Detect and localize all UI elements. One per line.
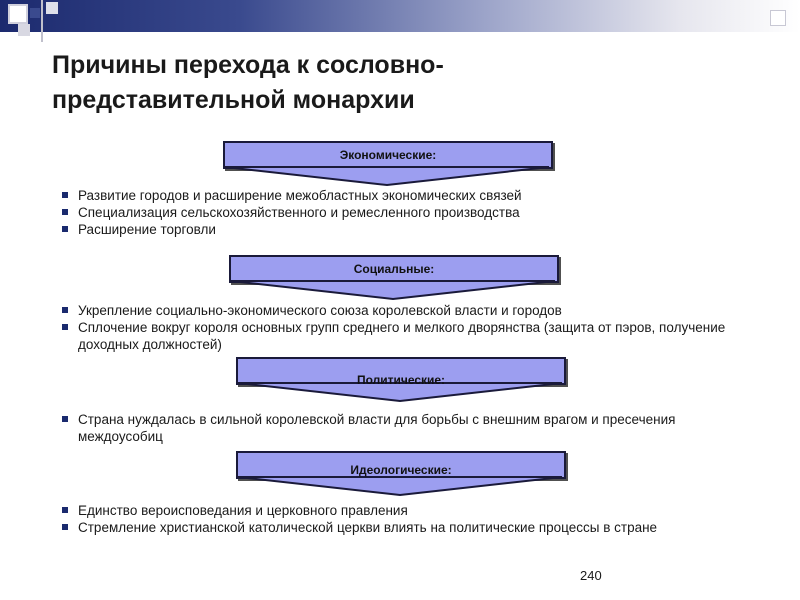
- slide-title: [52, 48, 772, 118]
- section-label-political: Политические:: [356, 373, 446, 387]
- decorative-square: [770, 10, 786, 26]
- list-item: Специализация сельскохозяйственного и ремесленного производства: [62, 204, 722, 221]
- bullet-list-social: [62, 302, 752, 353]
- bullet-list-political: [62, 411, 702, 445]
- decorative-line: [41, 0, 43, 42]
- decorative-square: [46, 2, 58, 14]
- section-arrow-ideological: [236, 475, 566, 497]
- section-label-economic: Экономические:: [339, 148, 437, 162]
- decorative-square: [8, 4, 28, 24]
- section-arrow-social: [229, 279, 559, 301]
- title-line-1: Причины перехода к сословно-: [52, 51, 444, 79]
- list-item: Сплочение вокруг короля основных групп среднего и мелкого дворянства (защита от пэров, получение доходных должностей): [62, 319, 752, 353]
- section-label-ideological: Идеологические:: [350, 463, 452, 477]
- list-item: Расширение торговли: [62, 221, 722, 238]
- section-arrow-economic: [223, 165, 553, 187]
- header-gradient-strip: [0, 0, 800, 32]
- bullet-list-economic: [62, 187, 722, 238]
- page-number: 240: [580, 568, 602, 583]
- decorative-square: [30, 8, 40, 18]
- bullet-list-ideological: [62, 502, 762, 536]
- section-label-social: Социальные:: [353, 262, 435, 276]
- list-item: Развитие городов и расширение межобластных экономических связей: [62, 187, 722, 204]
- list-item: Укрепление социально-экономического союза королевской власти и городов: [62, 302, 752, 319]
- list-item: Страна нуждалась в сильной королевской власти для борьбы с внешним врагом и пресечения междоусобиц: [62, 411, 702, 445]
- title-line-2: представительной монархии: [52, 86, 415, 114]
- list-item: Стремление христианской католической церкви влиять на политические процессы в стране: [62, 519, 762, 536]
- list-item: Единство вероисповедания и церковного правления: [62, 502, 762, 519]
- decorative-square: [18, 24, 30, 36]
